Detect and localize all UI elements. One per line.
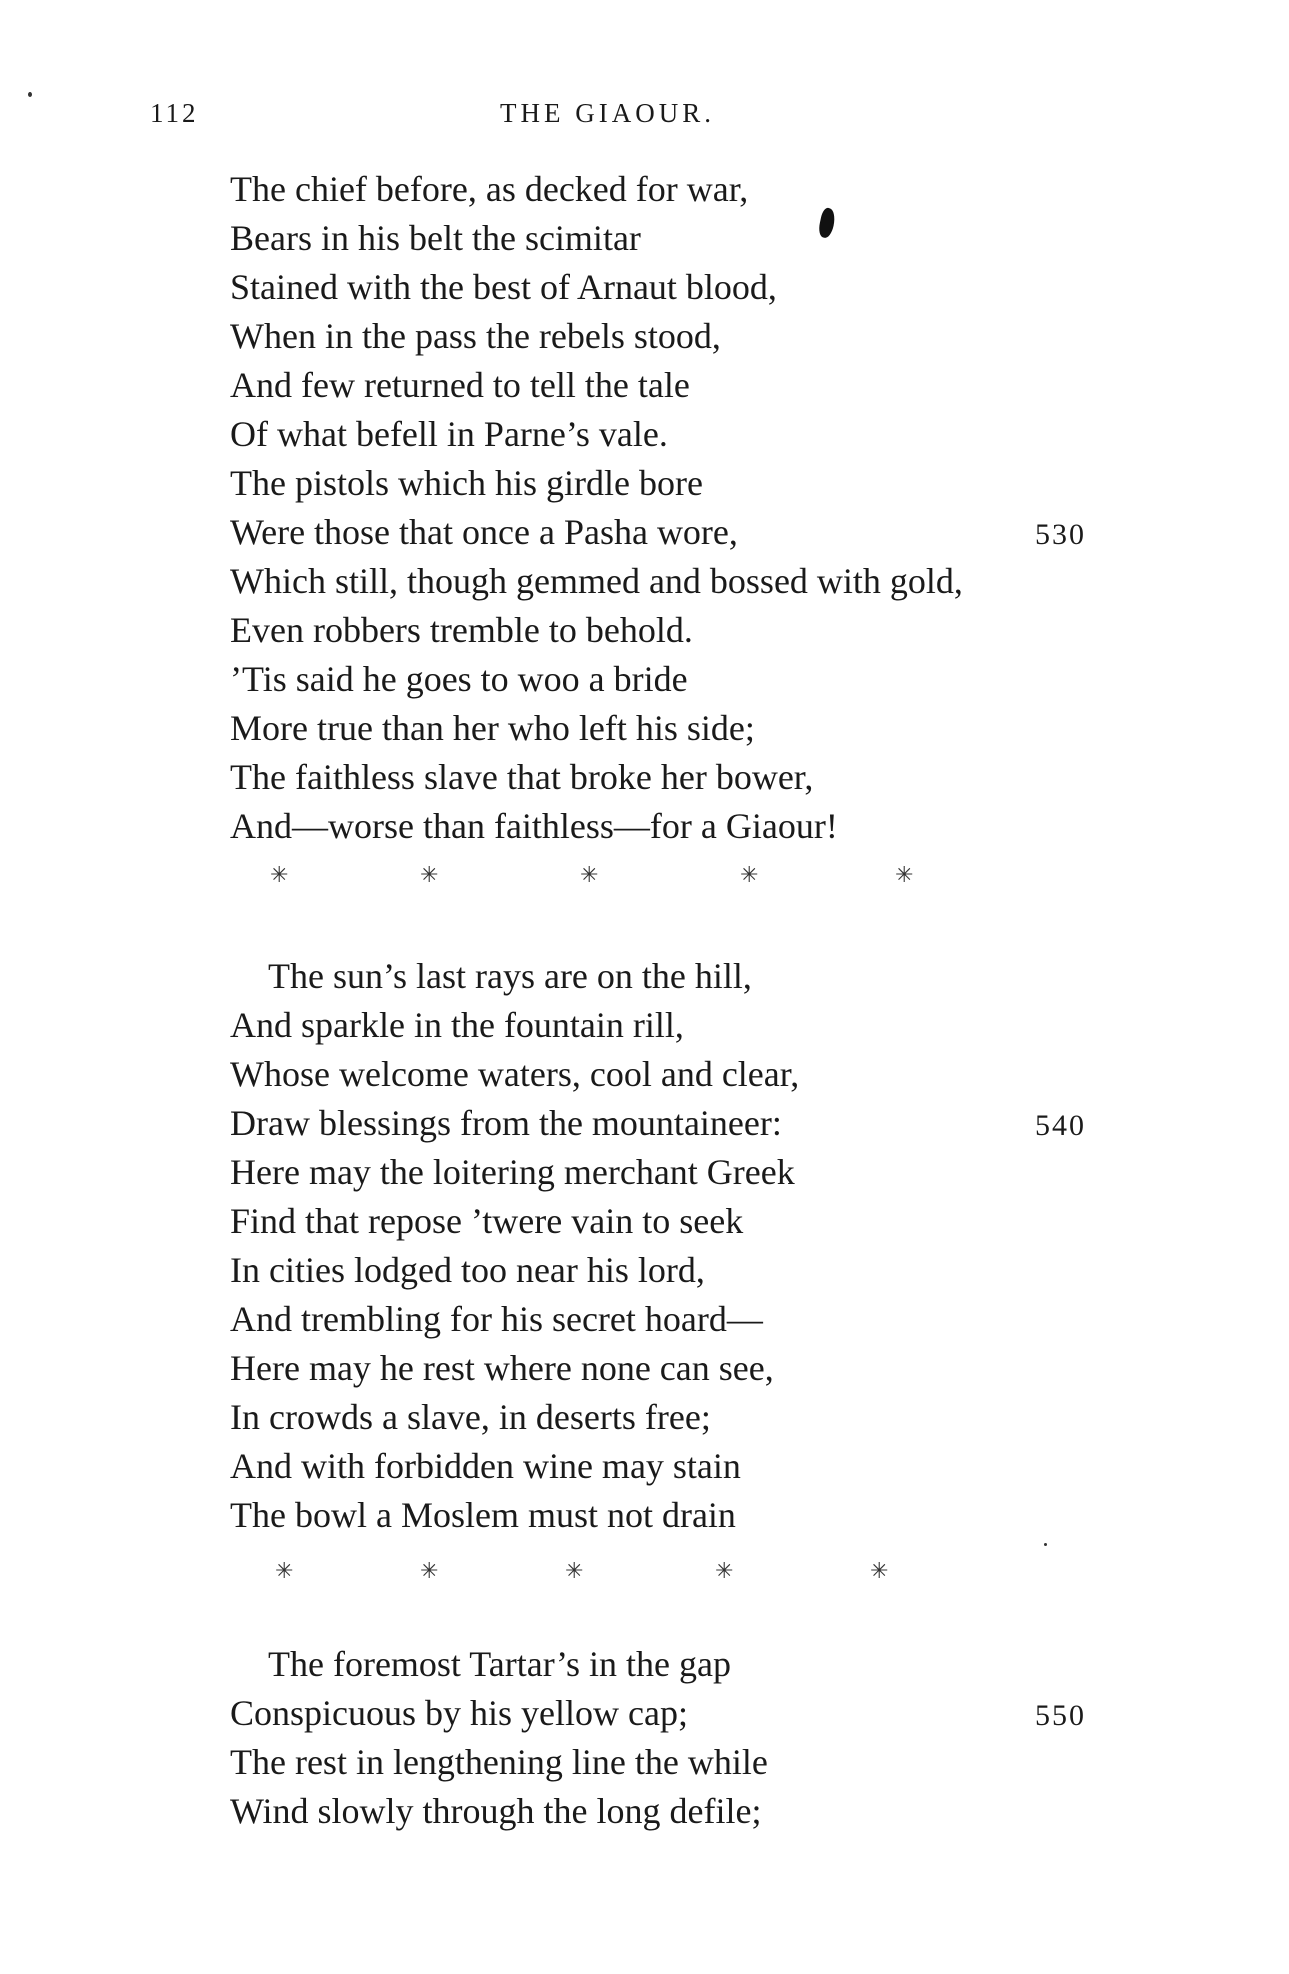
poem-line-text: And sparkle in the fountain rill, bbox=[230, 1005, 684, 1045]
poem-line bbox=[230, 1738, 1190, 1787]
poem-line-text: In cities lodged too near his lord, bbox=[230, 1250, 705, 1290]
poem-line bbox=[230, 802, 1190, 851]
separator-star: ✳ bbox=[420, 1558, 439, 1583]
poem-line bbox=[230, 361, 1190, 410]
poem-line-text: And trembling for his secret hoard— bbox=[230, 1299, 763, 1339]
margin-speck bbox=[1044, 1543, 1047, 1546]
poem-line-text: Even robbers tremble to behold. bbox=[230, 610, 693, 650]
separator-star: ✳ bbox=[270, 862, 289, 887]
margin-speck bbox=[28, 92, 32, 97]
separator-star: ✳ bbox=[715, 1558, 734, 1583]
poem-line-text: The foremost Tartar’s in the gap bbox=[268, 1644, 732, 1684]
poem-line bbox=[230, 165, 1190, 214]
poem-line-text: Find that repose ’twere vain to seek bbox=[230, 1201, 744, 1241]
line-number: 550 bbox=[1035, 1699, 1086, 1732]
poem-line bbox=[230, 1442, 1190, 1491]
poem-line-text: When in the pass the rebels stood, bbox=[230, 316, 721, 356]
separator-star: ✳ bbox=[895, 862, 914, 887]
poem-line bbox=[230, 1197, 1190, 1246]
separator-star: ✳ bbox=[580, 862, 599, 887]
poem-line bbox=[230, 1393, 1190, 1442]
poem-line bbox=[230, 1640, 1190, 1689]
separator-star: ✳ bbox=[565, 1558, 584, 1583]
poem-line bbox=[230, 655, 1190, 704]
separator-star: ✳ bbox=[870, 1558, 889, 1583]
poem-line-text: Conspicuous by his yellow cap; bbox=[230, 1693, 688, 1733]
stanza bbox=[230, 165, 1190, 851]
poem-line-text: Whose welcome waters, cool and clear, bbox=[230, 1054, 800, 1094]
poem-line-text: Draw blessings from the mountaineer: bbox=[230, 1103, 782, 1143]
poem-line-text: The rest in lengthening line the while bbox=[230, 1742, 768, 1782]
poem-line-text: Bears in his belt the scimitar bbox=[230, 218, 641, 258]
poem-line bbox=[230, 1148, 1190, 1197]
poem-line-text: ’Tis said he goes to woo a bride bbox=[230, 659, 688, 699]
poem-line-text: In crowds a slave, in deserts free; bbox=[230, 1397, 711, 1437]
line-number: 530 bbox=[1035, 518, 1086, 551]
page-number: 112 bbox=[150, 98, 199, 128]
poem-line-text: The faithless slave that broke her bower, bbox=[230, 757, 814, 797]
poem-line bbox=[230, 1689, 1190, 1738]
running-title: THE GIAOUR. bbox=[500, 98, 715, 128]
poem-line-text: Of what befell in Parne’s vale. bbox=[230, 414, 668, 454]
poem-line bbox=[230, 1344, 1190, 1393]
poem-line bbox=[230, 1787, 1190, 1836]
poem-line bbox=[230, 312, 1190, 361]
poem-line bbox=[230, 1001, 1190, 1050]
poem-line-text: Here may he rest where none can see, bbox=[230, 1348, 774, 1388]
poem-line-text: The bowl a Moslem must not drain bbox=[230, 1495, 736, 1535]
poem-line-text: Here may the loitering merchant Greek bbox=[230, 1152, 795, 1192]
poem-line bbox=[230, 606, 1190, 655]
separator-star: ✳ bbox=[275, 1558, 294, 1583]
poem-line bbox=[230, 214, 1190, 263]
poem-line bbox=[230, 1295, 1190, 1344]
poem-line-text: And few returned to tell the tale bbox=[230, 365, 690, 405]
separator-star: ✳ bbox=[420, 862, 439, 887]
stanza bbox=[230, 1640, 1190, 1836]
separator-star: ✳ bbox=[740, 862, 759, 887]
poem-line bbox=[230, 263, 1190, 312]
poem-line bbox=[230, 1099, 1190, 1148]
poem-line bbox=[230, 753, 1190, 802]
poem-line-text: And—worse than faithless—for a Giaour! bbox=[230, 806, 838, 846]
poem-line-text: Stained with the best of Arnaut blood, bbox=[230, 267, 777, 307]
poem-line-text: More true than her who left his side; bbox=[230, 708, 755, 748]
poem-line-text: The chief before, as decked for war, bbox=[230, 169, 749, 209]
section-separator bbox=[230, 1556, 950, 1586]
poem-line bbox=[230, 557, 1190, 606]
poem-line-text: Which still, though gemmed and bossed with gold, bbox=[230, 561, 963, 601]
poem-line bbox=[230, 410, 1190, 459]
poem-line bbox=[230, 952, 1190, 1001]
poem-line-text: The sun’s last rays are on the hill, bbox=[268, 956, 752, 996]
poem-line bbox=[230, 1246, 1190, 1295]
poem-line-text: Wind slowly through the long defile; bbox=[230, 1791, 762, 1831]
stanza bbox=[230, 952, 1190, 1540]
page-header bbox=[0, 98, 1289, 138]
poem-line bbox=[230, 508, 1190, 557]
poem-line bbox=[230, 704, 1190, 753]
poem-line-text: And with forbidden wine may stain bbox=[230, 1446, 741, 1486]
poem-line-text: Were those that once a Pasha wore, bbox=[230, 512, 738, 552]
poem-line bbox=[230, 1050, 1190, 1099]
poem-line bbox=[230, 459, 1190, 508]
section-separator bbox=[230, 860, 950, 890]
poem-line bbox=[230, 1491, 1190, 1540]
line-number: 540 bbox=[1035, 1109, 1086, 1142]
poem-line-text: The pistols which his girdle bore bbox=[230, 463, 703, 503]
